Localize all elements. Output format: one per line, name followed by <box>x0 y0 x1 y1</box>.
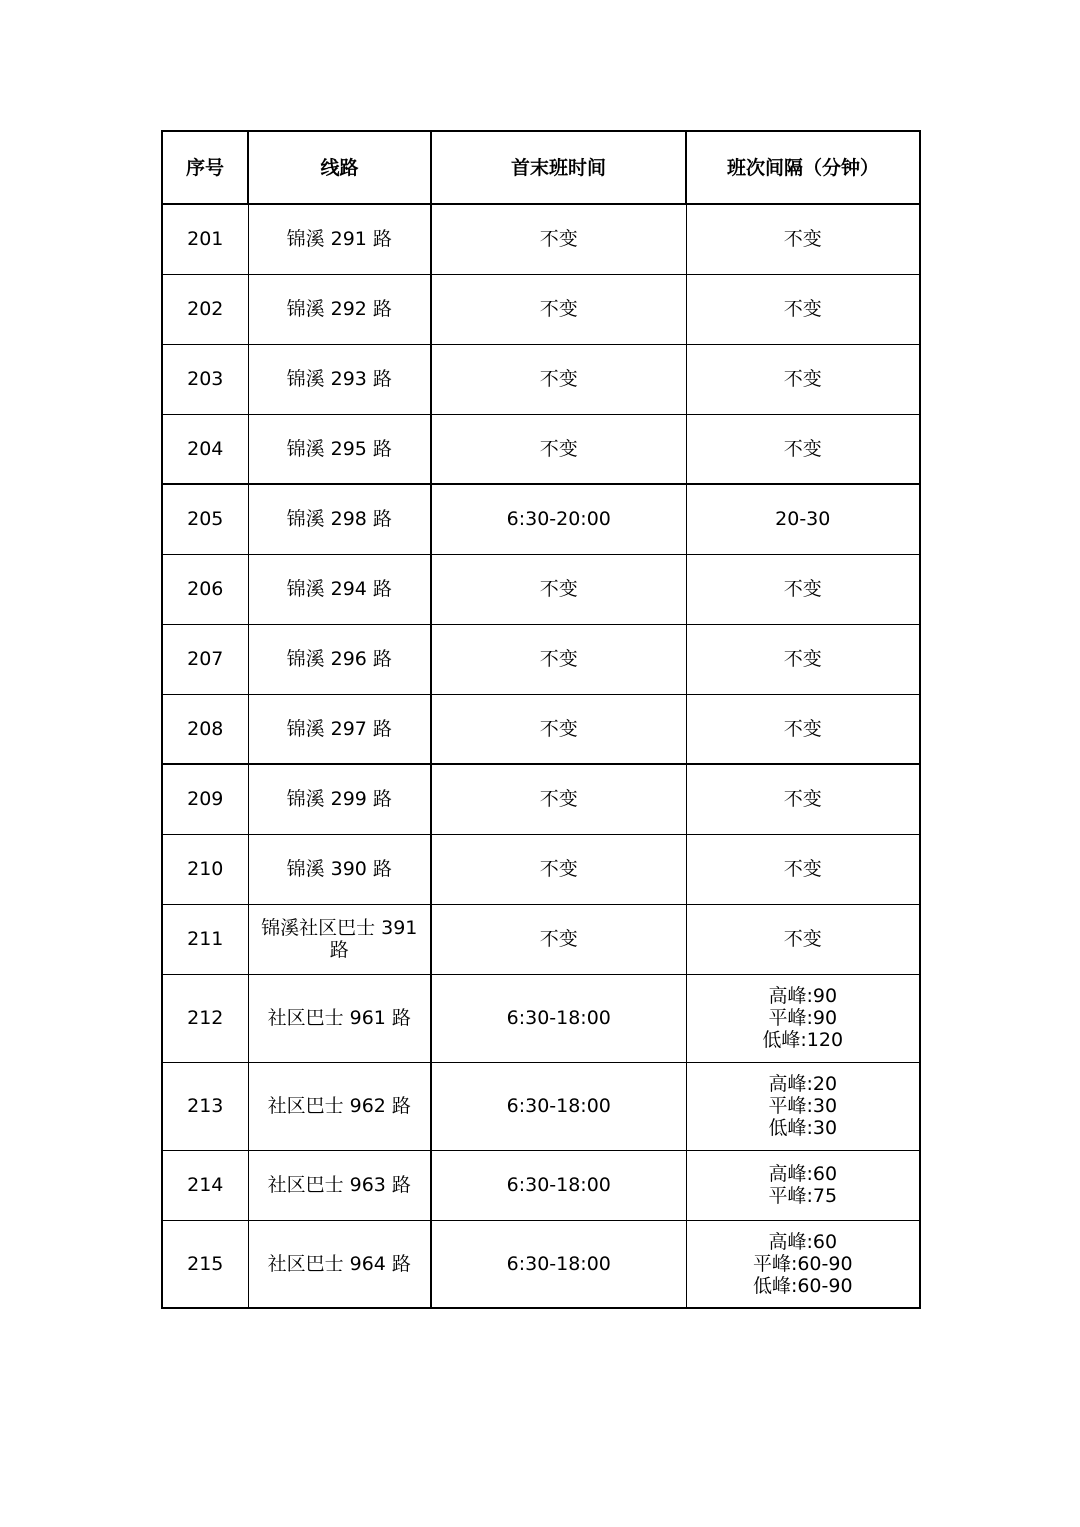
route-name: 社区巴士 962 路 <box>267 1095 411 1117</box>
cell-time: 不变 <box>431 834 686 904</box>
cell-time: 不变 <box>431 694 686 764</box>
interval-line: 高峰:60 <box>768 1163 838 1185</box>
table-row <box>162 344 920 414</box>
route-name: 锦溪 295 路 <box>286 437 392 460</box>
cell-index: 205 <box>162 484 248 554</box>
cell-interval <box>686 344 920 414</box>
cell-index: 210 <box>162 834 248 904</box>
route-name: 锦溪 297 路 <box>286 717 392 740</box>
route-name: 社区巴士 963 路 <box>267 1174 411 1196</box>
table-row <box>162 624 920 694</box>
cell-index: 209 <box>162 764 248 834</box>
cell-interval <box>686 834 920 904</box>
cell-time: 不变 <box>431 274 686 344</box>
cell-index: 206 <box>162 554 248 624</box>
cell-index: 208 <box>162 694 248 764</box>
cell-index: 215 <box>162 1220 248 1308</box>
cell-route <box>248 904 431 974</box>
cell-route <box>248 624 431 694</box>
header-time: 首末班时间 <box>431 131 686 204</box>
header-interval: 班次间隔（分钟） <box>686 131 920 204</box>
route-name: 锦溪 291 路 <box>286 228 392 251</box>
route-name: 锦溪 292 路 <box>286 298 392 320</box>
cell-time: 不变 <box>431 624 686 694</box>
route-name: 锦溪 294 路 <box>286 578 392 600</box>
interval-line: 低峰:60-90 <box>752 1274 853 1297</box>
cell-interval <box>686 274 920 344</box>
cell-time: 不变 <box>431 904 686 974</box>
route-name: 锦溪社区巴士 391 路 <box>261 917 418 961</box>
cell-interval <box>686 414 920 484</box>
cell-interval <box>686 904 920 974</box>
cell-interval <box>686 694 920 764</box>
interval-line: 20-30 <box>775 508 831 531</box>
interval-line: 不变 <box>783 858 822 880</box>
cell-index: 203 <box>162 344 248 414</box>
table-row <box>162 204 920 274</box>
cell-route <box>248 274 431 344</box>
cell-route <box>248 1062 431 1150</box>
interval-line: 不变 <box>783 578 822 600</box>
interval-line: 不变 <box>783 648 822 670</box>
cell-time: 6:30-20:00 <box>431 484 686 554</box>
cell-interval <box>686 484 920 554</box>
cell-route <box>248 204 431 274</box>
route-name: 社区巴士 964 路 <box>267 1252 411 1275</box>
table-row <box>162 1150 920 1220</box>
cell-route <box>248 344 431 414</box>
cell-index: 211 <box>162 904 248 974</box>
interval-line: 不变 <box>783 717 822 740</box>
table-row <box>162 414 920 484</box>
cell-route <box>248 834 431 904</box>
header-index: 序号 <box>162 131 248 204</box>
cell-route <box>248 974 431 1062</box>
interval-line: 不变 <box>783 788 822 811</box>
cell-time: 不变 <box>431 764 686 834</box>
cell-interval <box>686 1062 920 1150</box>
cell-time: 不变 <box>431 414 686 484</box>
cell-index: 202 <box>162 274 248 344</box>
route-name: 锦溪 296 路 <box>286 648 392 670</box>
cell-interval <box>686 1220 920 1308</box>
cell-route <box>248 1220 431 1308</box>
table-row <box>162 1220 920 1308</box>
interval-line: 不变 <box>783 228 822 251</box>
cell-time: 6:30-18:00 <box>431 974 686 1062</box>
cell-interval <box>686 624 920 694</box>
cell-interval <box>686 1150 920 1220</box>
header-route: 线路 <box>248 131 431 204</box>
cell-route <box>248 694 431 764</box>
route-name: 社区巴士 961 路 <box>267 1007 411 1029</box>
table-header-row <box>162 131 920 204</box>
table-row <box>162 274 920 344</box>
interval-line: 高峰:60 <box>768 1230 838 1253</box>
interval-line: 低峰:120 <box>762 1029 844 1051</box>
cell-index: 214 <box>162 1150 248 1220</box>
cell-interval <box>686 764 920 834</box>
cell-route <box>248 414 431 484</box>
interval-line: 不变 <box>783 437 822 460</box>
cell-time: 不变 <box>431 554 686 624</box>
interval-line: 平峰:30 <box>768 1095 838 1117</box>
cell-interval <box>686 974 920 1062</box>
route-name: 锦溪 299 路 <box>286 788 392 811</box>
cell-index: 201 <box>162 204 248 274</box>
table-row <box>162 764 920 834</box>
route-name: 锦溪 390 路 <box>286 858 392 880</box>
cell-index: 204 <box>162 414 248 484</box>
table-row <box>162 834 920 904</box>
cell-index: 212 <box>162 974 248 1062</box>
cell-index: 207 <box>162 624 248 694</box>
table-row <box>162 554 920 624</box>
interval-line: 不变 <box>783 368 822 390</box>
interval-line: 不变 <box>783 298 822 320</box>
cell-interval <box>686 204 920 274</box>
table-body <box>162 204 920 1308</box>
cell-index: 213 <box>162 1062 248 1150</box>
table-row <box>162 1062 920 1150</box>
cell-route <box>248 1150 431 1220</box>
interval-line: 不变 <box>783 928 822 950</box>
cell-route <box>248 484 431 554</box>
cell-interval <box>686 554 920 624</box>
cell-time: 不变 <box>431 204 686 274</box>
cell-route <box>248 764 431 834</box>
interval-line: 低峰:30 <box>768 1117 838 1139</box>
cell-time: 6:30-18:00 <box>431 1062 686 1150</box>
interval-line: 高峰:90 <box>768 985 838 1007</box>
interval-line: 平峰:60-90 <box>752 1252 853 1275</box>
cell-time: 6:30-18:00 <box>431 1220 686 1308</box>
bus-schedule-table <box>161 130 921 1309</box>
route-name: 锦溪 293 路 <box>286 368 392 390</box>
cell-time: 不变 <box>431 344 686 414</box>
cell-time: 6:30-18:00 <box>431 1150 686 1220</box>
route-name: 锦溪 298 路 <box>286 508 392 531</box>
cell-route <box>248 554 431 624</box>
table-row <box>162 904 920 974</box>
table-row <box>162 694 920 764</box>
interval-line: 平峰:75 <box>768 1185 838 1207</box>
table-row <box>162 974 920 1062</box>
interval-line: 平峰:90 <box>768 1007 838 1029</box>
table-row <box>162 484 920 554</box>
interval-line: 高峰:20 <box>768 1073 838 1095</box>
